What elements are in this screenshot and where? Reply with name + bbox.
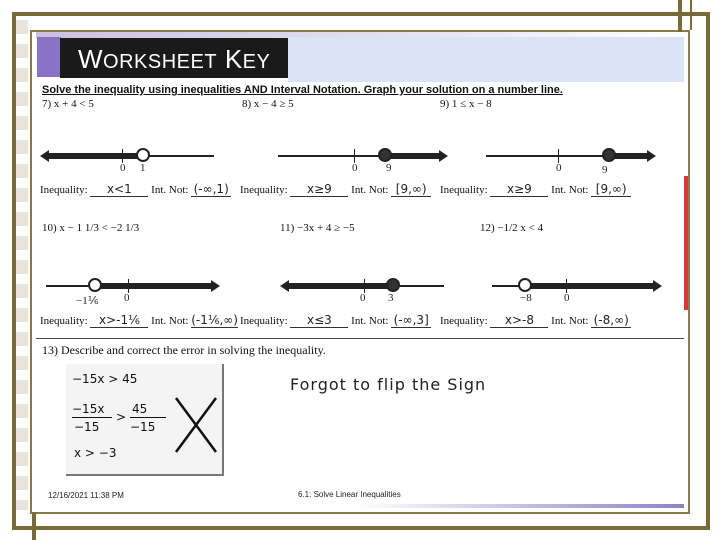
interval-answer-12: (-8,∞)	[591, 313, 631, 328]
worksheet-instructions: Solve the inequality using inequalities AND Interval Notation. Graph your solution on a number line.	[42, 84, 563, 96]
inequality-answer-10: x>-1⅙	[90, 313, 148, 328]
graph-label-8-zero: 0	[352, 162, 358, 174]
interval-answer-11: (-∞,3]	[391, 313, 431, 328]
side-accent-red	[684, 176, 688, 310]
work-gt-sign: >	[116, 410, 127, 424]
closed-point-11	[386, 278, 400, 292]
handwritten-correction: Forgot to flip the Sign	[290, 375, 487, 394]
number-line-12	[486, 276, 662, 296]
work-line-result: x > −3	[74, 446, 117, 460]
graph-label-10-value: −1⅙	[76, 295, 99, 307]
work-line-1: −15x > 45	[72, 372, 138, 386]
answer-row-10: Inequality: x>-1⅙ Int. Not: (-1⅙,∞)	[40, 313, 238, 327]
graph-label-8-nine: 9	[386, 162, 392, 174]
graph-label-7-one: 1	[140, 162, 146, 174]
slide-footer	[36, 486, 684, 506]
title-accent-blue	[288, 37, 684, 83]
frame-bottom-bar	[32, 512, 36, 540]
title-accent-purple	[37, 37, 61, 77]
open-point-7	[136, 148, 150, 162]
inequality-answer-7: x<1	[90, 182, 148, 197]
question-13: 13) Describe and correct the error in solving the inequality.	[42, 343, 326, 357]
answer-row-11: Inequality: x≤3 Int. Not: (-∞,3]	[240, 313, 431, 328]
inequality-answer-11: x≤3	[290, 313, 348, 328]
number-line-9	[480, 146, 656, 166]
fraction-bar-left	[72, 417, 112, 418]
closed-point-9	[602, 148, 616, 162]
answer-row-7: Inequality: x<1 Int. Not: (-∞,1)	[40, 182, 231, 197]
frame-corner-bar-thin	[690, 0, 692, 30]
worksheet-scan	[36, 82, 684, 502]
graph-label-9-nine: 9	[602, 164, 608, 176]
problem-9: 9) 1 ≤ x − 8	[440, 98, 492, 110]
interval-answer-10: (-1⅙,∞)	[191, 313, 238, 327]
work-line-3-den: −15	[130, 420, 156, 434]
closed-point-8	[378, 148, 392, 162]
graph-label-7-zero: 0	[120, 162, 126, 174]
number-line-10	[40, 276, 220, 296]
inequality-answer-12: x>-8	[490, 313, 548, 328]
answer-row-9: Inequality: x≥9 Int. Not: [9,∞)	[440, 182, 631, 197]
number-line-7	[40, 146, 220, 166]
graph-label-12-neg8: −8	[520, 292, 532, 304]
graph-label-11-three: 3	[388, 292, 394, 304]
graph-label-9-zero: 0	[556, 162, 562, 174]
problem-10: 10) x − 1 1/3 < −2 1/3	[42, 222, 140, 234]
footer-lesson: 6.1: Solve Linear Inequalities	[298, 490, 401, 499]
error-x-mark	[172, 394, 220, 456]
inequality-answer-8: x≥9	[290, 182, 348, 197]
footer-accent-line	[356, 504, 684, 508]
section-divider	[36, 338, 684, 339]
footer-datetime: 12/16/2021 11:38 PM	[48, 491, 124, 500]
interval-answer-7: (-∞,1)	[191, 182, 231, 197]
graph-label-11-zero: 0	[360, 292, 366, 304]
number-line-8	[272, 146, 448, 166]
work-line-2-den: −15	[74, 420, 100, 434]
work-line-3-num: 45	[132, 402, 148, 416]
graph-label-12-zero: 0	[564, 292, 570, 304]
fraction-bar-right	[130, 417, 166, 418]
answer-row-8: Inequality: x≥9 Int. Not: [9,∞)	[240, 182, 431, 197]
problem-7: 7) x + 4 < 5	[42, 98, 94, 110]
problem-12: 12) −1/2 x < 4	[480, 222, 544, 234]
open-point-10	[88, 278, 102, 292]
inequality-answer-9: x≥9	[490, 182, 548, 197]
student-work-box	[66, 364, 224, 476]
graph-label-10-zero: 0	[124, 292, 130, 304]
work-line-2-num: −15x	[72, 402, 105, 416]
answer-row-12: Inequality: x>-8 Int. Not: (-8,∞)	[440, 313, 631, 328]
slide-title: WORKSHEET KEY	[78, 44, 271, 74]
open-point-12	[518, 278, 532, 292]
problem-8: 8) x − 4 ≥ 5	[242, 98, 294, 110]
interval-answer-9: [9,∞)	[591, 182, 631, 197]
interval-answer-8: [9,∞)	[391, 182, 431, 197]
problem-11: 11) −3x + 4 ≥ −5	[280, 222, 355, 234]
